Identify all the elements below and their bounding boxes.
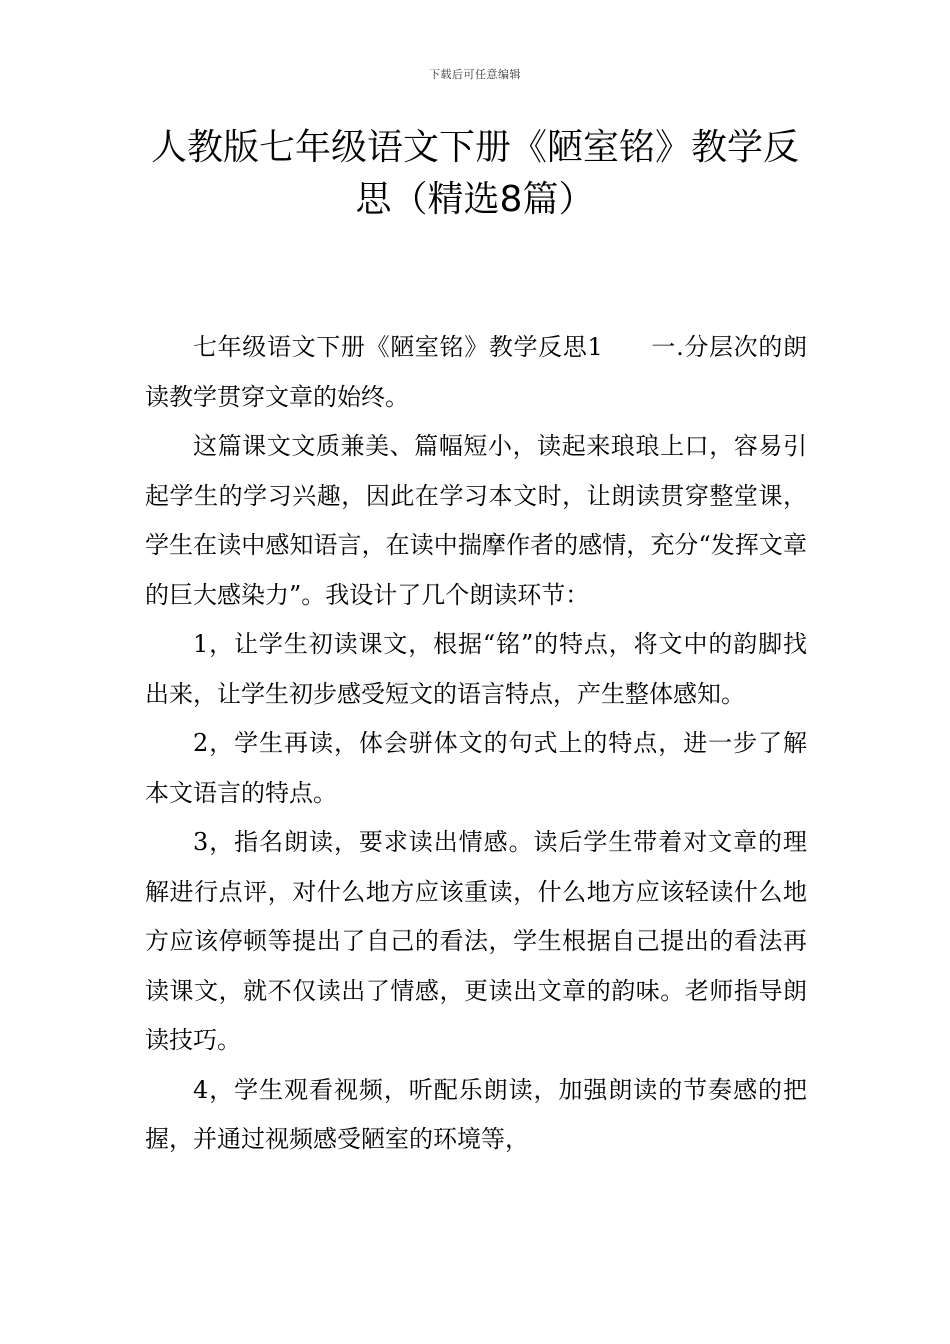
paragraph-4: 2，学生再读，体会骈体文的句式上的特点，进一步了解本文语言的特点。 — [145, 729, 807, 807]
paragraph-6: 4，学生观看视频，听配乐朗读，加强朗读的节奏感的把握，并通过视频感受陋室的环境等， — [145, 1075, 807, 1153]
paragraph-3: 1，让学生初读课文，根据“铭”的特点，将文中的韵脚找出来，让学生初步感受短文的语言特点，产生整体感知。 — [145, 630, 807, 708]
paragraph-1 — [145, 323, 807, 422]
document-title: 人教版七年级语文下册《陋室铭》教学反思（精选8篇） — [150, 127, 799, 220]
header-note: 下载后可任意编辑 — [429, 68, 521, 81]
section-heading: 七年级语文下册《陋室铭》教学反思1 — [193, 333, 603, 361]
paragraph-5: 3，指名朗读，要求读出情感。读后学生带着对文章的理解进行点评，对什么地方应该重读，什么地方应该轻读什么地方应该停顿等提出了自己的看法，学生根据自己提出的看法再读课文，就不仅读出了情感，更读出文章的韵味。老师指导朗读技巧。 — [145, 828, 807, 1054]
paragraph-text: 一.分层次的朗读教学贯穿文章的始终。 — [145, 333, 807, 411]
paragraph-2: 这篇课文文质兼美、篇幅短小，读起来琅琅上口，容易引起学生的学习兴趣，因此在学习本文时，让朗读贯穿整堂课，学生在读中感知语言，在读中揣摩作者的感情，充分“发挥文章的巨大感染力”。我设计了几个朗读环节： — [145, 432, 807, 609]
document-body — [145, 323, 807, 1165]
